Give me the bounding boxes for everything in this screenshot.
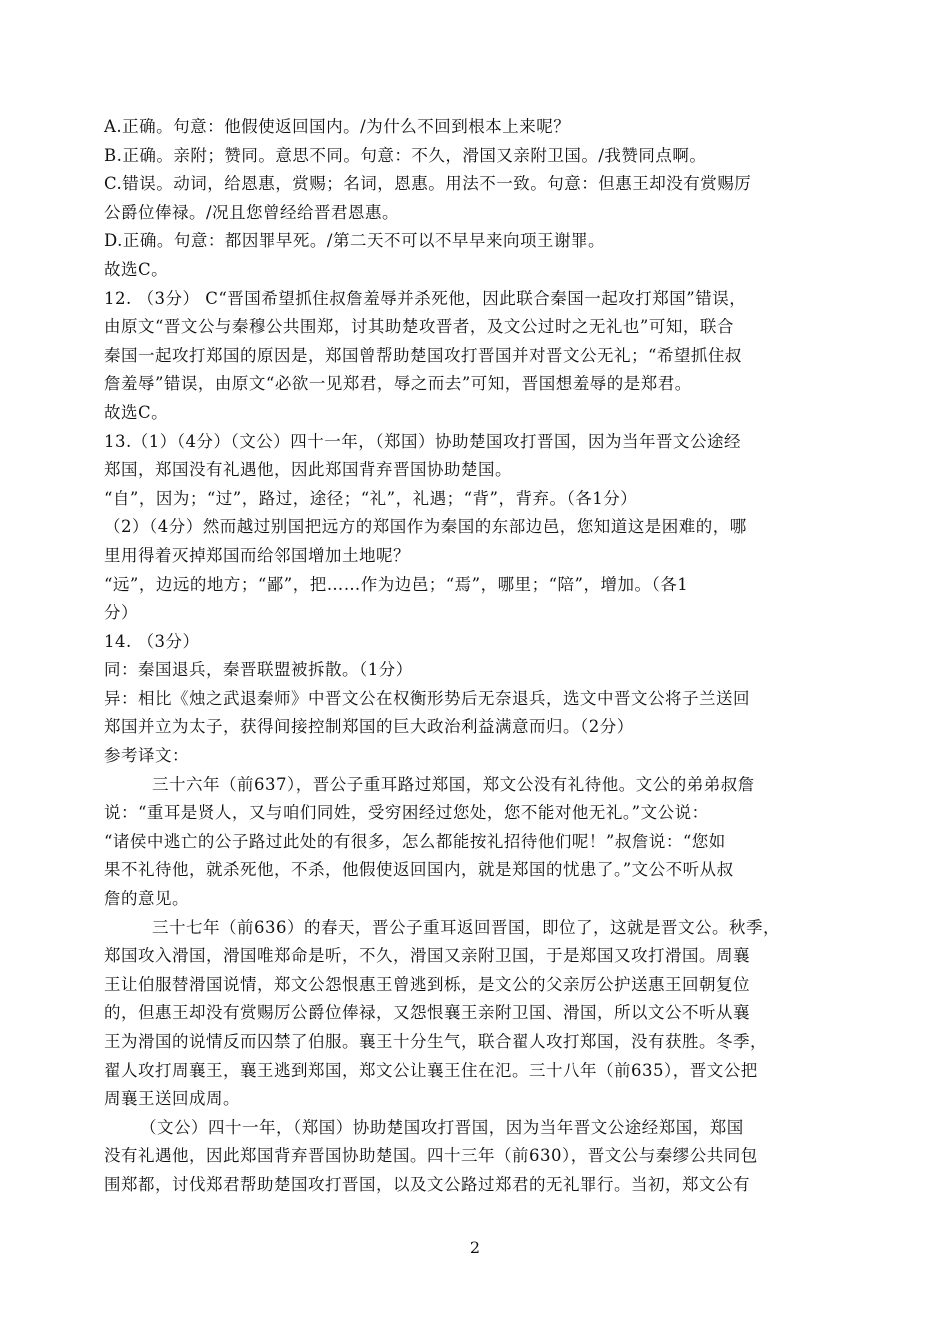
text-line: （2）（4分）然而越过别国把远方的郑国作为秦国的东部边邑，您知道这是困难的，哪 [104, 517, 747, 537]
text-line: “远”，边远的地方；“鄙”，把……作为边邑；“焉”，哪里；“陪”，增加。（各1 [104, 574, 689, 594]
text-line: 12. （3分） C“晋国希望抓住叔詹羞辱并杀死他，因此联合秦国一起攻打郑国”错误， [104, 288, 747, 308]
text-line: 公爵位俸禄。/况且您曾经给晋君恩惠。 [104, 202, 400, 222]
text-line: “诸侯中逃亡的公子路过此处的有很多，怎么都能按礼招待他们呢！”叔詹说：“您如 [104, 831, 726, 851]
text-line: 詹的意见。 [104, 889, 189, 909]
text-line: 的，但惠王却没有赏赐厉公爵位俸禄，又怨恨襄王亲附卫国、滑国，所以文公不听从襄 [104, 1003, 750, 1023]
text-line: 詹羞辱”错误，由原文“必欲一见郑君，辱之而去”可知，晋国想羞辱的是郑君。 [104, 374, 692, 394]
text-line: 郑国，郑国没有礼遇他，因此郑国背弃晋国协助楚国。 [104, 460, 512, 480]
text-line: 翟人攻打周襄王，襄王逃到郑国，郑文公让襄王住在氾。三十八年（前635），晋文公把 [104, 1060, 758, 1080]
text-line: C.错误。动词，给恩惠，赏赐；名词，恩惠。用法不一致。句意：但惠王却没有赏赐厉 [104, 174, 752, 194]
page-number: 2 [469, 1238, 481, 1257]
text-line: 三十七年（前636）的春天，晋公子重耳返回晋国，即位了，这就是晋文公。秋季， [152, 917, 780, 937]
text-line: 故选C。 [104, 402, 169, 422]
text-line: 没有礼遇他，因此郑国背弃晋国协助楚国。四十三年（前630），晋文公与秦缪公共同包 [104, 1146, 758, 1166]
text-line: 果不礼待他，就杀死他，不杀，他假使返回国内，就是郑国的忧患了。”文公不听从叔 [104, 860, 734, 880]
text-line: （文公）四十一年，（郑国）协助楚国攻打晋国，因为当年晋文公途经郑国，郑国 [140, 1117, 744, 1137]
document-body [104, 113, 856, 1200]
text-line: A.正确。句意：他假使返回国内。/为什么不回到根本上来呢？ [104, 117, 571, 136]
text-line: 里用得着灭掉郑国而给邻国增加土地呢？ [104, 545, 410, 565]
text-line: 王让伯服替滑国说情，郑文公怨恨惠王曾逃到栎，是文公的父亲厉公护送惠王回朝复位 [104, 974, 750, 994]
text-line: 秦国一起攻打郑国的原因是，郑国曾帮助楚国攻打晋国并对晋文公无礼；“希望抓住叔 [104, 345, 742, 365]
text-line: 郑国攻入滑国，滑国唯郑命是听，不久，滑国又亲附卫国，于是郑国又攻打滑国。周襄 [104, 946, 750, 966]
text-line: 故选C。 [104, 259, 169, 279]
text-line: B.正确。亲附；赞同。意思不同。句意：不久，滑国又亲附卫国。/我赞同点啊。 [104, 145, 707, 165]
text-line: 同：秦国退兵，秦晋联盟被拆散。（1分） [104, 660, 413, 680]
text-line: 郑国并立为太子，获得间接控制郑国的巨大政治利益满意而归。（2分） [104, 717, 634, 737]
text-line: 异：相比《烛之武退秦师》中晋文公在权衡形势后无奈退兵，选文中晋文公将子兰送回 [104, 688, 750, 708]
text-line: 分） [104, 603, 138, 623]
text-line: 王为滑国的说情反而囚禁了伯服。襄王十分生气，联合翟人攻打郑国，没有获胜。冬季， [104, 1032, 767, 1051]
text-line: 说：“重耳是贤人，又与咱们同姓，受穷困经过您处，您不能对他无礼。”文公说： [104, 803, 709, 823]
text-line: “自”，因为；“过”，路过，途径；“礼”，礼遇；“背”，背弃。（各1分） [104, 488, 638, 508]
text-line: D.正确。句意：都因罪早死。/第二天不可以不早早来向项王谢罪。 [104, 231, 605, 251]
text-line: 围郑都，讨伐郑君帮助楚国攻打晋国，以及文公路过郑君的无礼罪行。当初，郑文公有 [104, 1174, 750, 1194]
text-line: 由原文“晋文公与秦穆公共围郑，讨其助楚攻晋者，及文公过时之无礼也”可知，联合 [104, 317, 734, 337]
text-line: 参考译文： [104, 746, 189, 766]
text-line: 三十六年（前637），晋公子重耳路过郑国，郑文公没有礼待他。文公的弟弟叔詹 [152, 774, 755, 794]
text-line: 14. （3分） [104, 631, 200, 651]
text-line: 13.（1）（4分）（文公）四十一年，（郑国）协助楚国攻打晋国，因为当年晋文公途经 [104, 431, 741, 451]
text-line: 周襄王送回成周。 [104, 1089, 240, 1109]
